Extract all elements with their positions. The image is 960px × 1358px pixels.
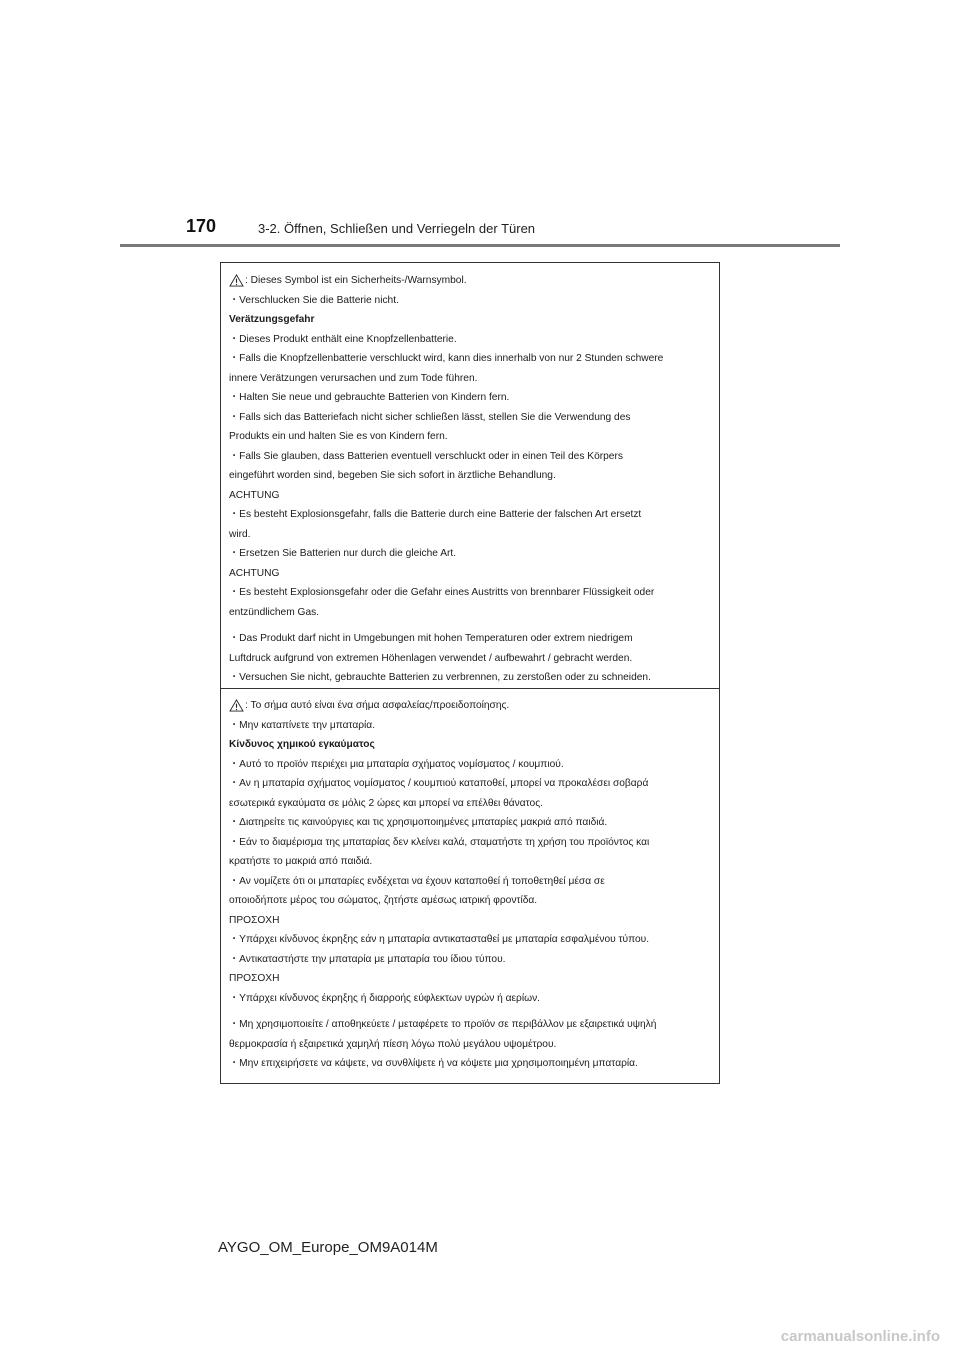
warning-text-line: ・Verschlucken Sie die Batterie nicht. — [229, 294, 399, 306]
warning-text-line: ・Es besteht Explosionsgefahr oder die Gefahr eines Austritts von brennbarer Flüssigkeit oder — [229, 587, 655, 598]
warning-heading: Verätzungsgefahr — [229, 314, 315, 325]
warning-text-line: ・Αν η μπαταρία σχήματος νομίσματος / κουμπιού καταποθεί, μπορεί να προκαλέσει σοβαρά — [229, 778, 649, 789]
page-header — [0, 0, 960, 250]
warning-text-line: ACHTUNG — [229, 567, 280, 579]
warning-text-line: ・Das Produkt darf nicht in Umgebungen mit hohen Temperaturen oder extrem niedrigem — [229, 633, 633, 644]
warning-text-line: entzündlichem Gas. — [229, 606, 320, 618]
warning-text-line: ACHTUNG — [229, 489, 280, 501]
warning-text-line: ・Μην επιχειρήσετε να κάψετε, να συνθλίψετε ή να κόψετε μια χρησιμοποιημένη μπαταρία. — [229, 1058, 638, 1069]
warning-text-line: ・Διατηρείτε τις καινούργιες και τις χρησιμοποιημένες μπαταρίες μακριά από παιδιά. — [229, 817, 608, 828]
warning-text-line: ・Es besteht Explosionsgefahr, falls die Batterie durch eine Batterie der falschen Art ersetzt — [229, 509, 642, 520]
warning-text-line: κρατήστε το μακριά από παιδιά. — [229, 856, 373, 867]
watermark: carmanualsonline.info — [780, 1328, 940, 1345]
warning-text-line: ・Υπάρχει κίνδυνος έκρηξης ή διαρροής εύφλεκτων υγρών ή αερίων. — [229, 992, 540, 1004]
warning-text-line: ・Ersetzen Sie Batterien nur durch die gleiche Art. — [229, 548, 457, 559]
warning-text-line: innere Verätzungen verursachen und zum Tode führen. — [229, 372, 478, 384]
warning-lines-de — [229, 291, 713, 688]
warning-text-line: Produkts ein und halten Sie es von Kindern fern. — [229, 431, 448, 442]
warning-symbol-line-de — [229, 271, 713, 291]
warning-text-line: ・Dieses Produkt enthält eine Knopfzellenbatterie. — [229, 333, 457, 345]
warning-text-line: ・Αντικαταστήστε την μπαταρία με μπαταρία του ίδιου τύπου. — [229, 953, 506, 965]
page-number: 170 — [186, 216, 217, 236]
document-code: AYGO_OM_Europe_OM9A014M — [218, 1239, 438, 1256]
warning-text-line: ・Μη χρησιμοποιείτε / αποθηκεύετε / μεταφέρετε το προϊόν σε περιβάλλον με εξαιρετικά υψηλή — [229, 1019, 657, 1030]
warning-text-line: οποιοδήποτε μέρος του σώματος, ζητήστε αμέσως ιατρική φροντίδα. — [229, 895, 538, 906]
warning-triangle-icon — [229, 274, 244, 287]
battery-warning-box — [220, 262, 720, 1084]
warning-text-line: ・Falls sich das Batteriefach nicht sicher schließen lässt, stellen Sie die Verwendung des — [229, 411, 631, 423]
language-divider — [221, 688, 719, 689]
warning-text-line: ・Falls Sie glauben, dass Batterien eventuell verschluckt oder in einen Teil des Körpers — [229, 450, 623, 462]
warning-text-line: ・Αν νομίζετε ότι οι μπαταρίες ενδέχεται να έχουν καταποθεί ή τοποθετηθεί μέσα σε — [229, 875, 605, 887]
warning-heading: Κίνδυνος χημικού εγκαύματος — [229, 739, 375, 750]
warning-text-line: ・Halten Sie neue und gebrauchte Batterien von Kindern fern. — [229, 392, 510, 403]
warning-text-line: ΠΡΟΣΟΧΗ — [229, 914, 280, 926]
warning-text-line: ・Falls die Knopfzellenbatterie verschluckt wird, kann dies innerhalb von nur 2 Stunden schwere — [229, 353, 664, 364]
warning-text-line: eingeführt worden sind, begeben Sie sich sofort in ärztliche Behandlung. — [229, 470, 556, 481]
warning-text-line: ・Αυτό το προϊόν περιέχει μια μπαταρία σχήματος νομίσματος / κουμπιού. — [229, 758, 564, 770]
section-title: 3-2. Öffnen, Schließen und Verriegeln der Türen — [258, 221, 536, 236]
warning-symbol-text-el: : Το σήμα αυτό είναι ένα σήμα ασφαλείας/προειδοποίησης. — [245, 700, 510, 711]
warning-text-line: ・Εάν το διαμέρισμα της μπαταρίας δεν κλείνει καλά, σταματήστε τη χρήση του προϊόντος και — [229, 836, 650, 848]
warning-symbol-text-de: : Dieses Symbol ist ein Sicherheits-/Warnsymbol. — [245, 275, 467, 286]
warning-text-line: Luftdruck aufgrund von extremen Höhenlagen verwendet / aufbewahrt / gebracht werden. — [229, 652, 633, 664]
warning-text-line: ΠΡΟΣΟΧΗ — [229, 973, 280, 984]
warning-text-line: εσωτερικά εγκαύματα σε μόλις 2 ώρες και μπορεί να επέλθει θάνατος. — [229, 797, 543, 809]
warning-lines-el — [229, 716, 713, 1074]
header-rule — [120, 244, 840, 247]
warning-section-el — [229, 696, 713, 1074]
warning-symbol-line-el — [229, 696, 713, 716]
warning-text-line: ・Υπάρχει κίνδυνος έκρηξης εάν η μπαταρία αντικατασταθεί με μπαταρία εσφαλμένου τύπου. — [229, 934, 650, 945]
warning-text-line: ・Μην καταπίνετε την μπαταρία. — [229, 719, 376, 731]
warning-text-line: ・Versuchen Sie nicht, gebrauchte Batterien zu verbrennen, zu zerstoßen oder zu schneiden. — [229, 672, 651, 683]
warning-section-de — [229, 271, 713, 688]
warning-text-line: wird. — [229, 528, 251, 540]
warning-text-line: θερμοκρασία ή εξαιρετικά χαμηλή πίεση λόγω πολύ μεγάλου υψομέτρου. — [229, 1038, 557, 1050]
warning-triangle-icon — [229, 699, 244, 712]
